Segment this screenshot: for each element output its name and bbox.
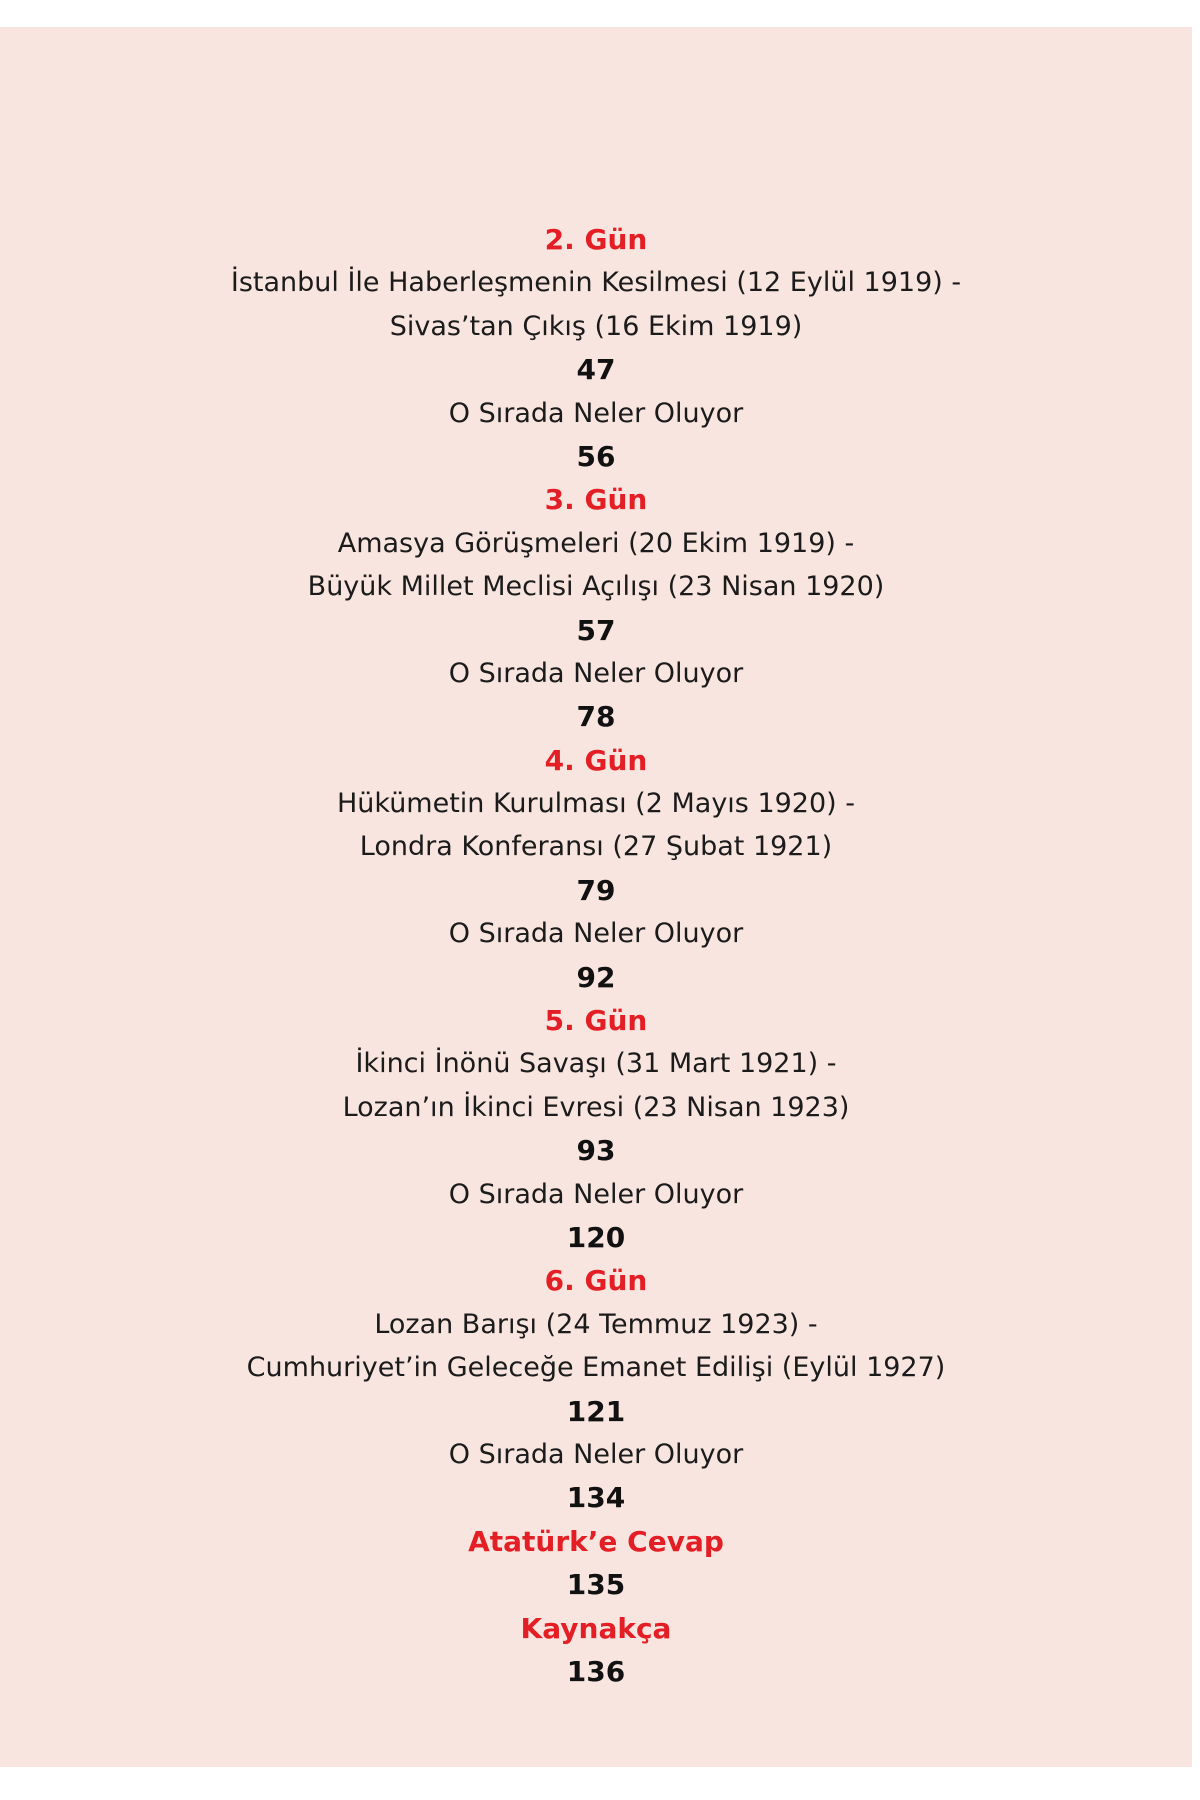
section-heading: 5. Gün — [544, 1004, 648, 1038]
entry-title-line: Londra Konferansı (27 Şubat 1921) — [359, 831, 833, 863]
section-heading: Kaynakça — [520, 1611, 672, 1645]
page-number: 136 — [566, 1654, 626, 1688]
table-of-contents — [0, 218, 1192, 1693]
entry-title-line: Sivas’tan Çıkış (16 Ekim 1919) — [389, 310, 803, 342]
page-number: 47 — [576, 353, 616, 387]
section-heading: Atatürk’e Cevap — [468, 1524, 724, 1558]
page-number: 57 — [576, 613, 616, 647]
entry-title-line: O Sırada Neler Oluyor — [448, 1438, 744, 1470]
page-number: 135 — [566, 1568, 626, 1602]
section-heading: 2. Gün — [544, 223, 648, 256]
entry-title-line: O Sırada Neler Oluyor — [448, 657, 744, 689]
entry-title-line: İkinci İnönü Savaşı (31 Mart 1921) - — [355, 1048, 837, 1080]
entry-title-line: O Sırada Neler Oluyor — [448, 918, 744, 950]
entry-title-line: Lozan’ın İkinci Evresi (23 Nisan 1923) — [342, 1091, 850, 1123]
entry-title-line: Hükümetin Kurulması (2 Mayıs 1920) - — [336, 788, 856, 820]
page-number: 120 — [566, 1220, 626, 1254]
entry-title-line: İstanbul İle Haberleşmenin Kesilmesi (12 Eylül 1919) - — [230, 267, 962, 299]
entry-title-line: Cumhuriyet’in Geleceğe Emanet Edilişi (Eylül 1927) — [246, 1352, 946, 1384]
page-number: 56 — [576, 439, 616, 473]
entry-title-line: Amasya Görüşmeleri (20 Ekim 1919) - — [337, 527, 855, 559]
page-number: 92 — [576, 960, 616, 994]
entry-title-line: O Sırada Neler Oluyor — [448, 1178, 744, 1210]
entry-title-line: O Sırada Neler Oluyor — [448, 397, 744, 429]
section-heading: 4. Gün — [544, 743, 648, 777]
page — [0, 27, 1192, 1767]
section-heading: 3. Gün — [544, 483, 648, 517]
entry-title-line: Büyük Millet Meclisi Açılışı (23 Nisan 1920) — [307, 571, 885, 603]
entry-title-line: Lozan Barışı (24 Temmuz 1923) - — [374, 1308, 818, 1340]
page-number: 78 — [576, 700, 616, 734]
page-number: 93 — [576, 1134, 616, 1168]
page-number: 121 — [566, 1394, 626, 1428]
page-number: 134 — [566, 1481, 626, 1515]
section-heading: 6. Gün — [544, 1264, 648, 1298]
page-number: 79 — [576, 873, 616, 907]
